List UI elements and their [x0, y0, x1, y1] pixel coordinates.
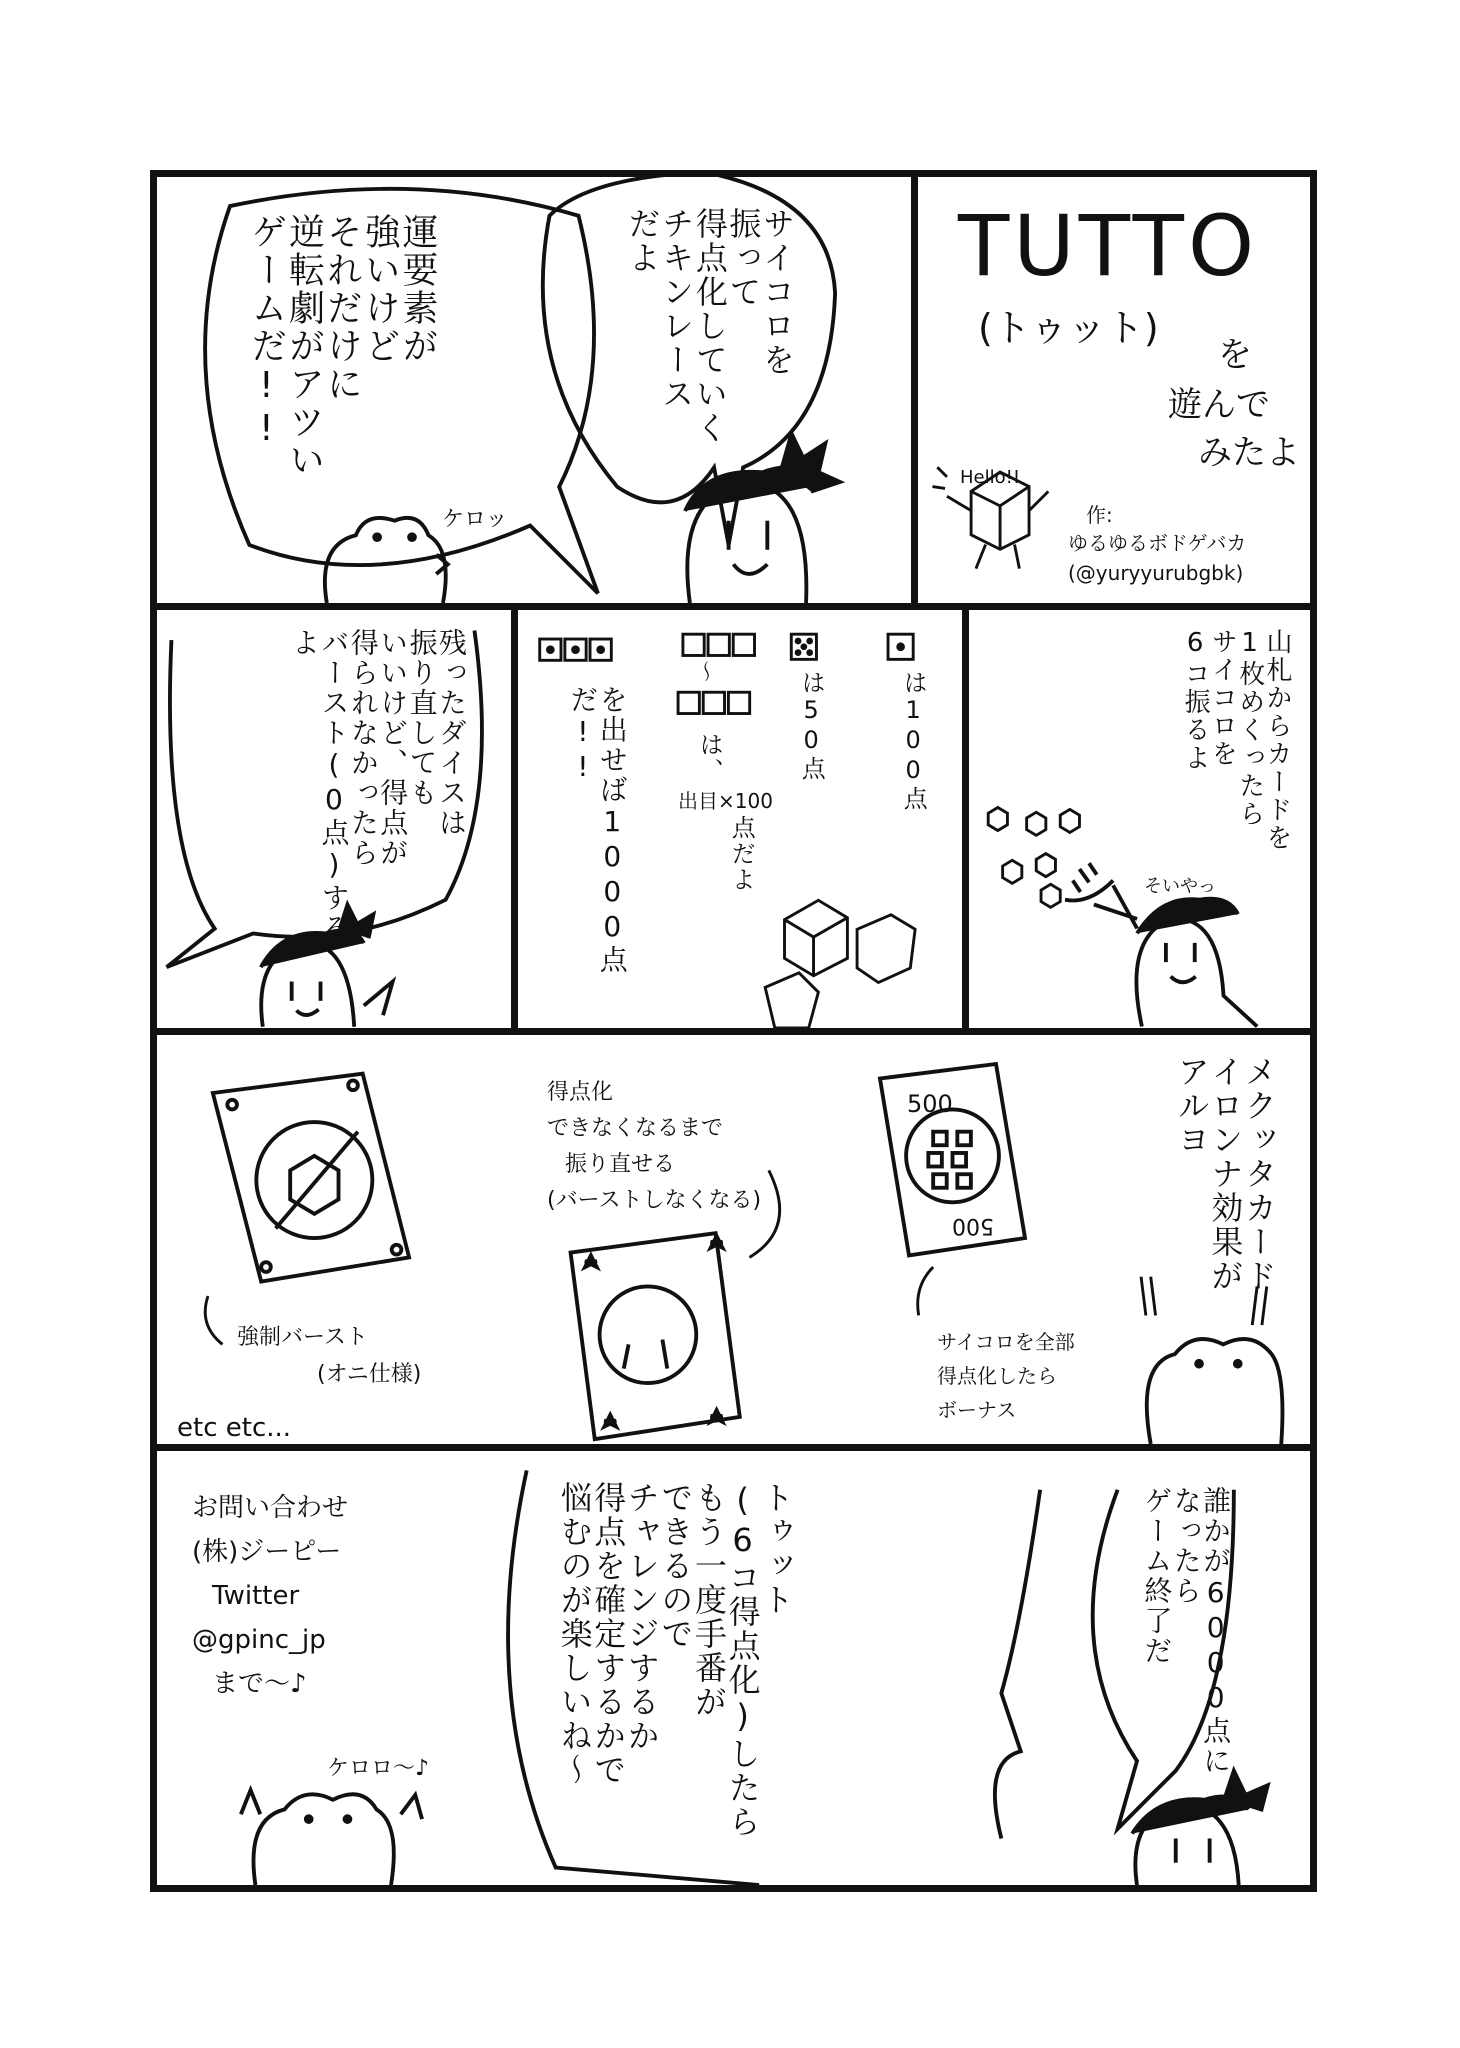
speech-line: バースト(0点)するよ: [288, 628, 351, 943]
speech-line: (6コ得点化)したら: [723, 1481, 762, 1839]
speech-line: サイコロを: [1207, 628, 1238, 768]
game-title-reading: (トゥット): [978, 306, 1159, 350]
title-subtitle-1: 遊んで: [1168, 385, 1270, 425]
contact-line: @gpinc_jp: [192, 1625, 326, 1655]
speech-line: 強いけど: [359, 213, 401, 365]
speech-line: 6コ振るよ: [1180, 628, 1211, 772]
caption-line: (バーストしなくなる): [547, 1188, 762, 1213]
frog-sfx: ケロロ〜♪: [327, 1756, 430, 1781]
speech-line: 残ったダイスは: [435, 628, 468, 838]
triples-note: 出目×100: [678, 789, 773, 813]
speech-line: 振り直しても: [405, 628, 439, 808]
header-line: アルヨ: [1172, 1055, 1211, 1157]
speech-line: チキンレース: [657, 207, 696, 411]
five-rule: は50点: [797, 670, 826, 782]
speech-line: 運要素が: [397, 213, 438, 365]
speech-text-left: [247, 213, 436, 543]
title-subtitle-2: みたよ: [1198, 433, 1300, 473]
card-reroll-caption: [547, 1075, 761, 1219]
throw-sfx: そいやっ: [1144, 876, 1216, 897]
frog-sfx: ケロッ: [442, 507, 508, 532]
caption-line: 得点化: [547, 1080, 614, 1105]
triple-ones-rule: を出せば1000点だ!!: [566, 685, 629, 975]
panel-scoring: [511, 603, 969, 1035]
card-bust-caption-1: 強制バースト: [237, 1325, 368, 1350]
tumbling-dice-icon: [765, 900, 915, 1028]
arrow-icon: [205, 1296, 222, 1344]
card-bust: [213, 1074, 409, 1282]
triples-rule: は、: [695, 732, 724, 784]
card-bust-caption-2: (オニ仕様): [317, 1362, 422, 1387]
thrown-dice-icon: [988, 807, 1079, 907]
speech-line: できるので: [656, 1481, 695, 1651]
contact-line: (株)ジーピー: [192, 1537, 342, 1567]
contact-line: Twitter: [212, 1581, 300, 1611]
speech-line: 振って: [724, 207, 763, 309]
contact-line: お問い合わせ: [192, 1493, 349, 1523]
dice-greeting: Hello!!: [960, 467, 1021, 488]
title-particle: を: [1218, 335, 1252, 375]
speech-line: ゲームだ!!: [245, 213, 287, 451]
dice-one-icon: [888, 634, 913, 659]
one-rule: は100点: [899, 670, 928, 812]
speech-line: 悩むのが楽しいね〜: [555, 1481, 594, 1787]
speech-line: 誰かが6000点に: [1199, 1486, 1233, 1776]
speech-line: だよ: [623, 207, 662, 275]
panel-reroll: [150, 603, 518, 1035]
speech-line: 得点を確定するかで: [589, 1481, 628, 1787]
contact-line: まで〜♪: [212, 1669, 307, 1699]
card-reroll: [571, 1233, 740, 1439]
speech-text-right: [1140, 1486, 1233, 1776]
speech-line: それだけに: [321, 213, 363, 403]
header-line: メクッタカード: [1240, 1055, 1278, 1293]
card-bonus-caption: [937, 1325, 1075, 1427]
cards-header: [1172, 1055, 1278, 1345]
game-title: TUTTO: [958, 197, 1259, 295]
caption-line: サイコロを全部: [937, 1330, 1075, 1354]
speech-line: 山札からカードを: [1262, 628, 1292, 852]
speech-line: サイコロを: [758, 207, 796, 377]
frog-character: [1147, 1339, 1283, 1444]
panel-title: [911, 170, 1317, 610]
author-name: ゆるゆるボドゲバカ: [1068, 531, 1247, 555]
speech-text-mid: [555, 1481, 796, 1871]
speech-line: チャレンジするか: [622, 1481, 661, 1753]
card-bonus-value: 500: [907, 1090, 953, 1118]
speech-line: 得点化していく: [690, 207, 729, 445]
speech-line: もう一度手番が: [689, 1481, 728, 1719]
author-label: 作:: [1086, 503, 1113, 527]
panel-cards: [150, 1028, 1317, 1451]
triple-tilde: 〜: [692, 660, 718, 684]
speech-text: [1181, 628, 1290, 948]
dice-five-icon: [791, 634, 816, 659]
speech-line: ゲーム終了だ: [1140, 1486, 1174, 1666]
arrow-icon: [918, 1267, 933, 1315]
card-bonus-value-flipped: 500: [952, 1213, 994, 1238]
cards-footer: etc etc...: [177, 1413, 292, 1443]
header-line: イロンナ効果が: [1206, 1055, 1245, 1293]
speech-line: 1枚めくったら: [1234, 628, 1265, 828]
speech-line: なったら: [1169, 1486, 1203, 1606]
caption-line: できなくなるまで: [547, 1116, 724, 1141]
triples-tail: 点だよ: [727, 815, 756, 893]
dice-triple-ones-icon: [540, 639, 612, 660]
speech-text-right: [623, 207, 796, 507]
kid-character: [1132, 1771, 1268, 1885]
speech-line: 逆転劇がアツい: [283, 213, 325, 479]
author-handle: (@yuryyurubgbk): [1068, 561, 1244, 585]
speech-line: いいけど、得点が: [376, 628, 410, 868]
caption-line: 振り直せる: [565, 1152, 676, 1177]
contact-info: [192, 1486, 348, 1706]
panel-roll: [962, 603, 1317, 1035]
speech-line: トゥット: [757, 1481, 796, 1617]
caption-line: ボーナス: [937, 1398, 1017, 1422]
panel-intro: [150, 170, 918, 610]
caption-line: 得点化したら: [937, 1364, 1057, 1388]
speech-text: [290, 628, 466, 948]
frog-character: [241, 1790, 422, 1885]
speech-line: 得られなかったら: [346, 628, 380, 868]
panel-ending: [150, 1444, 1317, 1892]
